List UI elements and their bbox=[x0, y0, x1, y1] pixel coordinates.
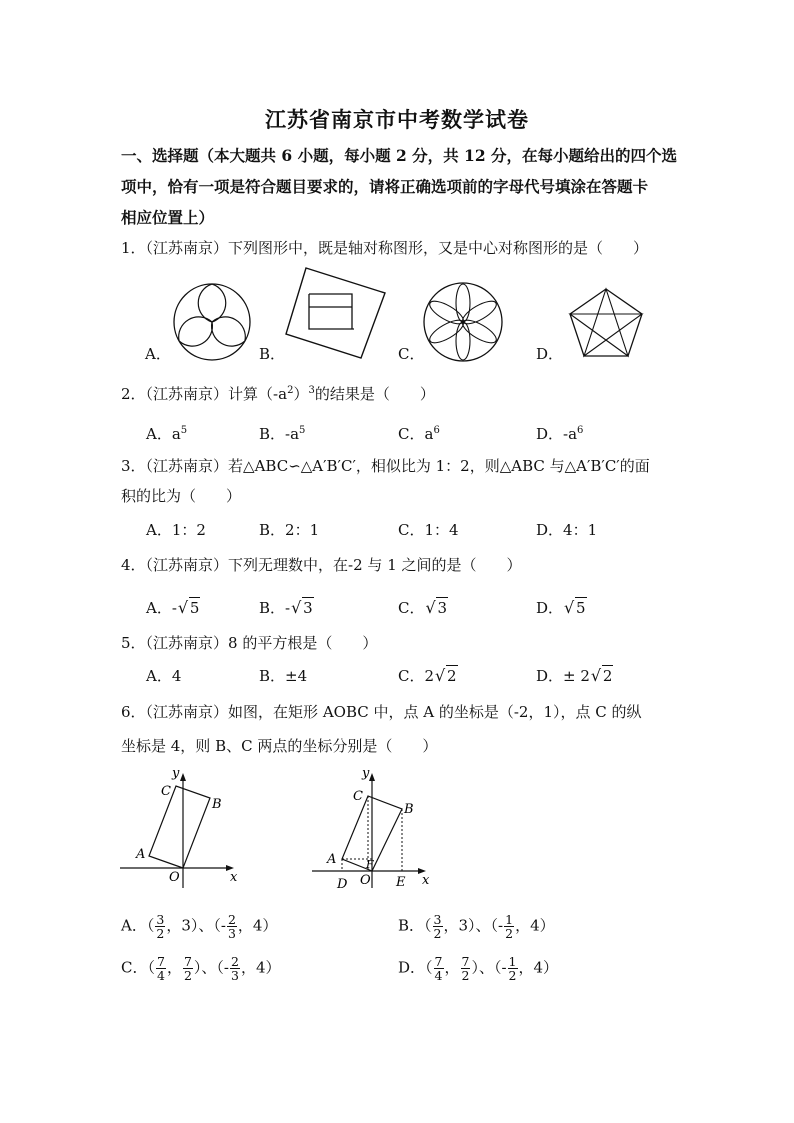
figure-1d-pentagon-star bbox=[566, 286, 646, 360]
figure-1c-flower bbox=[420, 279, 506, 365]
fig6a-x-label: x bbox=[230, 870, 238, 885]
q6-option-c: C．（ $\frac{7}{4}$ ， $\frac{7}{2}$ ）、（- $\frac{2}{3}$ ，4） bbox=[121, 954, 281, 983]
fig6b-point-c: C bbox=[353, 789, 363, 804]
q2-option-c: C．$a^6$ bbox=[398, 425, 440, 443]
section-instructions-line-1: 一、选择题（本大题共 6 小题，每小题 2 分，共 12 分，在每小题给出的四个选 bbox=[121, 146, 678, 165]
fig6b-point-d: D bbox=[337, 877, 348, 892]
section-instructions-line-2: 项中，恰有一项是符合题目要求的，请将正确选项前的字母代号填涂在答题卡 bbox=[121, 177, 649, 196]
fig6b-origin: O bbox=[360, 873, 371, 888]
q3-option-c: C．1：4 bbox=[398, 521, 459, 539]
q1-option-d-label: D． bbox=[536, 345, 564, 363]
fig6b-point-b: B bbox=[404, 802, 414, 817]
q3-option-d: D．4：1 bbox=[536, 521, 598, 539]
q6-option-b: B．（ $\frac{3}{2}$ ，3）、（- $\frac{1}{2}$ ，4） bbox=[398, 912, 555, 941]
q4-option-a: A．- √ 5 bbox=[146, 598, 200, 617]
question-6-text-line-2: 坐标是 4，则 B、C 两点的坐标分别是（ ） bbox=[121, 737, 438, 755]
fig6a-origin: O bbox=[169, 870, 180, 885]
fig6a-point-c: C bbox=[161, 784, 171, 799]
figure-6a-rectangle-on-axes bbox=[116, 762, 246, 892]
q4-option-c: C． √ 3 bbox=[398, 598, 448, 617]
q2-option-b: B．$-a^5$ bbox=[259, 425, 306, 443]
figure-6b-rectangle-with-dropped-perpendiculars bbox=[310, 762, 440, 892]
q1-option-b-label: B． bbox=[259, 345, 286, 363]
question-5-text: 5．（江苏南京）8 的平方根是（ ） bbox=[121, 634, 378, 652]
section-instructions-line-3: 相应位置上） bbox=[121, 208, 215, 227]
q1-option-a-label: A． bbox=[145, 345, 171, 363]
q2-option-a: A．$a^5$ bbox=[146, 425, 188, 443]
fig6b-x-label: x bbox=[422, 873, 430, 888]
question-4-text: 4．（江苏南京）下列无理数中，在-2 与 1 之间的是（ ） bbox=[121, 556, 522, 574]
q5-option-c: C．2 √ 2 bbox=[398, 666, 457, 685]
question-3-text-line-1: 3．（江苏南京）若△ABC∽△A′B′C′，相似比为 1：2，则△ABC 与△A′B′C′的面 bbox=[121, 457, 650, 475]
fig6b-y-label: y bbox=[362, 766, 370, 781]
page-title: 江苏省南京市中考数学试卷 bbox=[265, 107, 529, 132]
question-2-text: 2．（江苏南京）计算$(-a^2)^3$的结果是（ ） bbox=[121, 385, 435, 403]
q2-option-d: D．$-a^6$ bbox=[536, 425, 584, 443]
fig6b-point-e: E bbox=[396, 875, 406, 890]
q5-option-a: A．4 bbox=[146, 667, 182, 685]
q3-option-a: A．1：2 bbox=[146, 521, 206, 539]
q4-option-b: B．- √ 3 bbox=[259, 598, 313, 617]
fig6b-point-f: F bbox=[366, 858, 374, 871]
question-1-text: 1．（江苏南京）下列图形中，既是轴对称图形，又是中心对称图形的是（ ） bbox=[121, 239, 649, 257]
figure-1b-square bbox=[282, 266, 388, 362]
q5-option-b: B．±4 bbox=[259, 667, 308, 685]
q4-option-d: D． √ 5 bbox=[536, 598, 586, 617]
q3-option-b: B．2：1 bbox=[259, 521, 320, 539]
fig6a-point-a: A bbox=[136, 847, 146, 862]
q5-option-d: D．± 2 √ 2 bbox=[536, 666, 613, 685]
q6-option-d: D．（ $\frac{7}{4}$ ， $\frac{7}{2}$ ）、（- $\frac{1}{2}$ ，4） bbox=[398, 954, 559, 983]
fig6a-point-b: B bbox=[212, 797, 222, 812]
q1-option-c-label: C． bbox=[398, 345, 425, 363]
q6-option-a: A．（ $\frac{3}{2}$ ，3）、（- $\frac{2}{3}$ ，4） bbox=[121, 912, 278, 941]
fig6a-y-label: y bbox=[172, 766, 180, 781]
figure-1a-three-arcs bbox=[170, 280, 254, 364]
question-3-text-line-2: 积的比为（ ） bbox=[121, 487, 242, 505]
question-6-text-line-1: 6．（江苏南京）如图，在矩形 AOBC 中，点 A 的坐标是（-2，1），点 C 的纵 bbox=[121, 703, 642, 721]
fig6b-point-a: A bbox=[327, 852, 337, 867]
